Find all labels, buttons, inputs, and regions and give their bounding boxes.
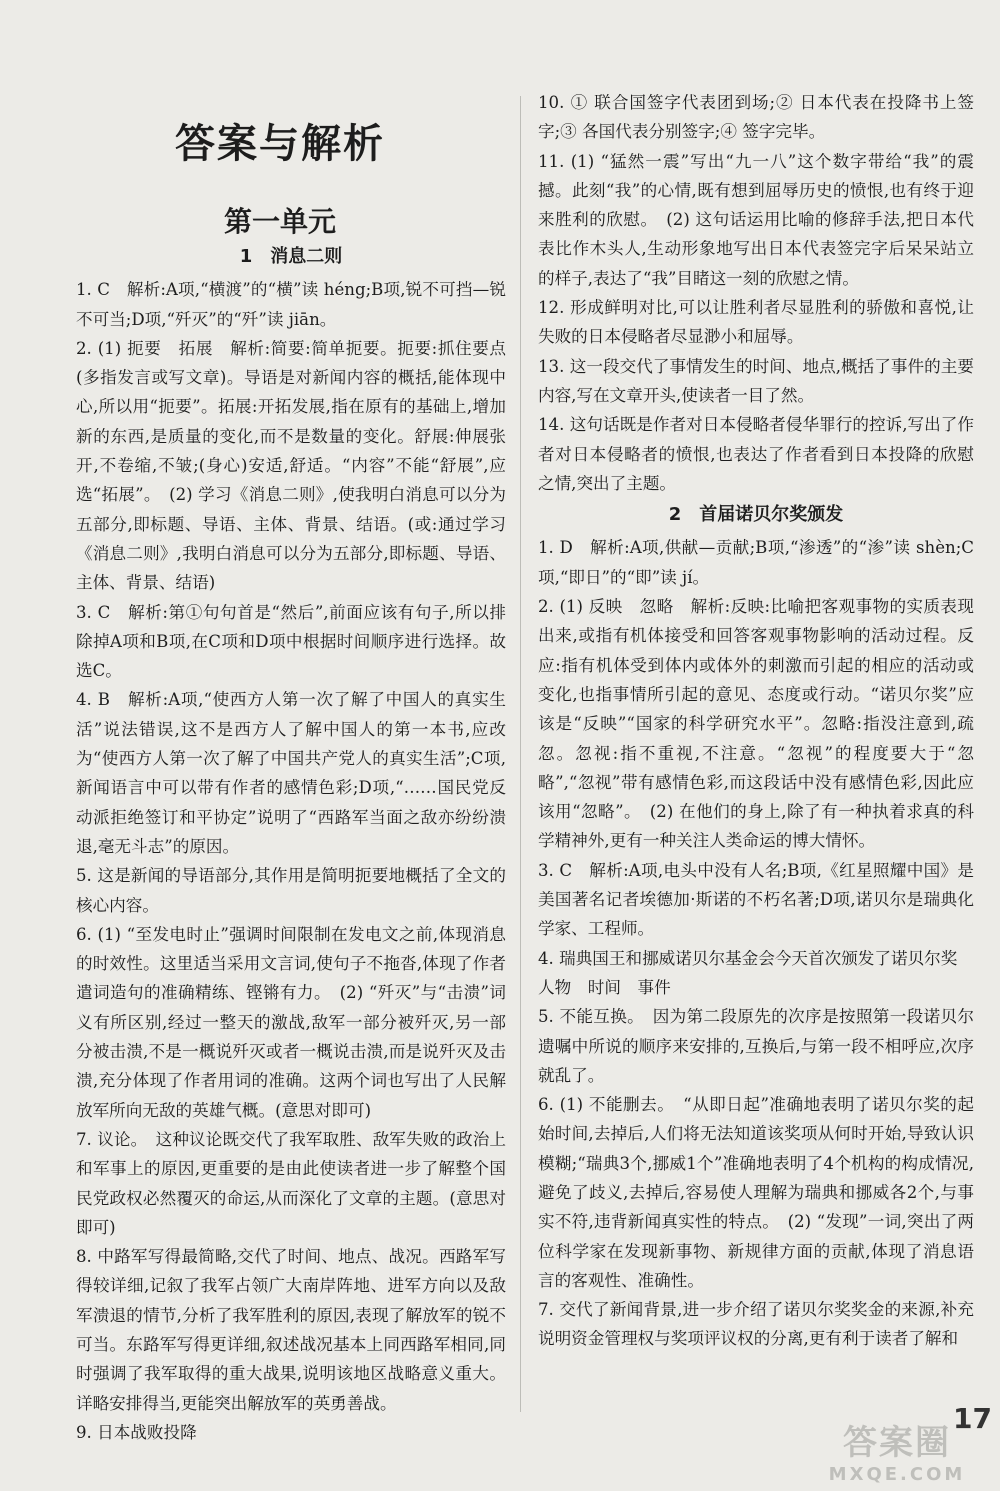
answer-item: 5. 不能互换。 因为第二段原先的次序是按照第一段诺贝尔遗嘱中所说的顺序来安排的,互换后,与第一段不相呼应,次序就乱了。 [538,1007,974,1085]
answer-item: 6. (1) “至发电时止”强调时间限制在发电文之前,体现消息的时效性。这里适当采用文言词,使句子不拖沓,体现了作者遣词造句的准确精练、铿锵有力。 (2) “歼灭”与“击溃”词义有所区别,经过一整天的激战,敌军一部分被歼灭,另一部分被击溃,不是一概说歼灭或者一概说击溃,而是说歼灭及击溃,充分体现了作者用词的准确。这两个词也写出了人民解放军所向无敌的英雄气概。(意思对即可) [76,924,506,1120]
answer-item: 1. D 解析:A项,供献—贡献;B项,“渗透”的“渗”读 shèn;C项,“即日”的“即”读 jí。 [538,538,974,587]
answer-item: 3. C 解析:第①句句首是“然后”,前面应该有句子,所以排除掉A项和B项,在C项和D项中根据时间顺序进行选择。故选C。 [76,602,506,681]
answer-item: 6. (1) 不能删去。 “从即日起”准确地表明了诺贝尔奖的起始时间,去掉后,人们将无法知道该奖项从何时开始,导致认识模糊;“瑞典3个,挪威1个”准确地表明了4个机构的构成情况,避免了歧义,去掉后,容易使人理解为瑞典和挪威各2个,与事实不符,违背新闻真实性的特点。 (2) “发现”一词,突出了两位科学家在发现新事物、新规律方面的贡献,体现了消息语言的客观性、准确性。 [538,1095,974,1290]
answer-item: 14. 这句话既是作者对日本侵略者侵华罪行的控诉,写出了作者对日本侵略者的愤恨,也表达了作者看到日本投降的欣慰之情,突出了主题。 [538,415,974,493]
answer-item: 4. 瑞典国王和挪威诺贝尔基金会今天首次颁发了诺贝尔奖 [538,948,958,968]
page-title: 答案与解析 [175,120,385,167]
page-number: 17 [953,1402,992,1435]
watermark-url: MXQE.COM [828,1464,966,1485]
section-title-2: 2 首届诺贝尔奖颁发 [668,504,844,526]
answer-item: 9. 日本战败投降 [76,1422,197,1442]
right-column [538,88,974,1354]
answer-item: 人物 时间 事件 [538,977,671,997]
column-divider [520,96,521,1412]
left-column [76,240,506,1447]
answer-item: 5. 这是新闻的导语部分,其作用是简明扼要地概括了全文的核心内容。 [76,866,506,915]
answer-item: 4. B 解析:A项,“使西方人第一次了解了中国人的真实生活”说法错误,这不是西方人了解中国人的第一本书,应改为“使西方人第一次了解了中国共产党人的真实生活”;C项,新闻语言中可以带有作者的感情色彩;D项,“……国民党反动派拒绝签订和平协定”说明了“西路军当面之敌亦纷纷溃退,毫无斗志”的原因。 [76,690,506,856]
answer-item: 7. 议论。 这种议论既交代了我军取胜、敌军失败的政治上和军事上的原因,更重要的是由此使读者进一步了解整个国民党政权必然覆灭的命运,从而深化了文章的主题。(意思对即可) [76,1129,506,1237]
answer-item: 3. C 解析:A项,电头中没有人名;B项,《红星照耀中国》是美国著名记者埃德加·斯诺的不朽名著;D项,诺贝尔是瑞典化学家、工程师。 [538,860,974,939]
answer-item: 8. 中路军写得最简略,交代了时间、地点、战况。西路军写得较详细,记叙了我军占领广大南岸阵地、进军方向以及敌军溃退的情节,分析了我军胜利的原因,表现了解放军的锐不可当。东路军写得更详细,叙述战况基本上同西路军相同,同时强调了我军取得的重大战果,说明该地区战略意义重大。详略安排得当,更能突出解放军的英勇善战。 [76,1247,506,1413]
answer-item: 2. (1) 扼要 拓展 解析:简要:简单扼要。扼要:抓住要点(多指发言或写文章)。导语是对新闻内容的概括,能体现中心,所以用“扼要”。拓展:开拓发展,指在原有的基础上,增加新的东西,是质量的变化,而不是数量的变化。舒展:伸展张开,不卷缩,不皱;(身心)安适,舒适。“内容”不能“舒展”,应选“拓展”。 (2) 学习《消息二则》,使我明白消息可以分为五部分,即标题、导语、主体、背景、结语。(或:通过学习《消息二则》,我明白消息可以分为五部分,即标题、导语、主体、背景、结语) [76,338,506,593]
watermark-logo [812,1415,982,1485]
answer-item: 11. (1) “猛然一震”写出“九一八”这个数字带给“我”的震撼。此刻“我”的心情,既有想到屈辱历史的愤恨,也有终于迎来胜利的欣慰。 (2) 这句话运用比喻的修辞手法,把日本代表比作木头人,生动形象地写出日本代表签完字后呆呆站立的样子,表达了“我”目睹这一刻的欣慰之情。 [538,151,974,288]
section-title-1: 1 消息二则 [239,246,343,267]
answer-item: 1. C 解析:A项,“横渡”的“横”读 héng;B项,锐不可挡—锐不可当;D项,“歼灭”的“歼”读 jiān。 [76,280,506,329]
answer-item: 12. 形成鲜明对比,可以让胜利者尽显胜利的骄傲和喜悦,让失败的日本侵略者尽显渺小和屈辱。 [538,298,974,347]
answer-item: 10. ① 联合国签字代表团到场;② 日本代表在投降书上签字;③ 各国代表分别签字;④ 签字完毕。 [538,93,974,142]
answer-item: 7. 交代了新闻背景,进一步介绍了诺贝尔奖奖金的来源,补充说明资金管理权与奖项评议权的分离,更有利于读者了解和 [538,1300,974,1349]
answer-item: 2. (1) 反映 忽略 解析:反映:比喻把客观事物的实质表现出来,或指有机体接受和回答客观事物影响的活动过程。反应:指有机体受到体内或体外的刺激而引起的相应的活动或变化,也指事情所引起的意见、态度或行动。“诺贝尔奖”应该是“反映”“国家的科学研究水平”。忽略:指没注意到,疏忽。忽视:指不重视,不注意。“忽视”的程度要大于“忽略”,“忽视”带有感情色彩,而这段话中没有感情色彩,因此应该用“忽略”。 (2) 在他们的身上,除了有一种执着求真的科学精神外,更有一种关注人类命运的博大情怀。 [538,597,974,851]
watermark-text: 答案圈 [843,1423,951,1463]
answer-item: 13. 这一段交代了事情发生的时间、地点,概括了事件的主要内容,写在文章开头,使读者一目了然。 [538,356,974,405]
unit-title: 第一单元 [223,205,336,238]
